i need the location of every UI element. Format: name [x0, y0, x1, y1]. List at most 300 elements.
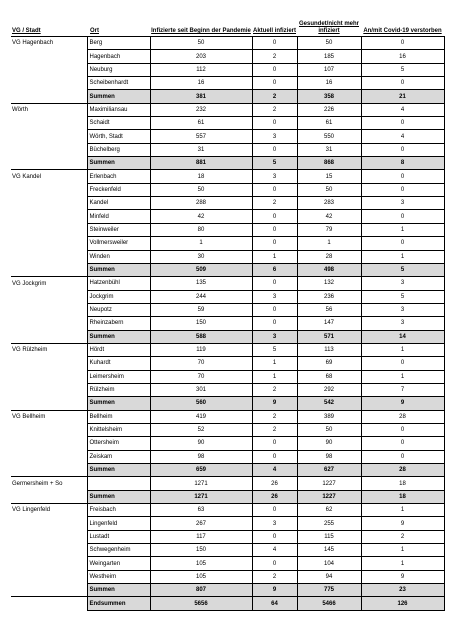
cell-verstorben: 3: [361, 317, 444, 330]
table-row: [11, 130, 444, 143]
table-row: [11, 170, 444, 183]
cell-ort: Berg: [87, 37, 150, 50]
cell-gesundet: 255: [297, 517, 361, 530]
cell-ort: Knittelsheim: [87, 423, 150, 436]
sum-aktuell: 26: [252, 490, 297, 503]
table-row: [11, 317, 444, 330]
sum-ort: Summen: [87, 157, 150, 170]
cell-infizierte: 557: [150, 130, 252, 143]
sum-gesundet: 1227: [297, 490, 361, 503]
sum-aktuell: 9: [252, 397, 297, 410]
sum-ort: Summen: [87, 490, 150, 503]
sum-infizierte: 588: [150, 330, 252, 343]
cell-gesundet: 50: [297, 423, 361, 436]
cell-gesundet: 145: [297, 544, 361, 557]
cell-ort: Kuhardt: [87, 357, 150, 370]
cell-infizierte: 30: [150, 250, 252, 263]
cell-aktuell: 0: [252, 117, 297, 130]
group-name: Wörth: [11, 103, 87, 116]
cell-gesundet: 31: [297, 143, 361, 156]
cell-aktuell: 0: [252, 277, 297, 290]
sum-aktuell: 6: [252, 263, 297, 276]
table-row: [11, 197, 444, 210]
cell-infizierte: 288: [150, 197, 252, 210]
sum-verstorben: 8: [361, 157, 444, 170]
cell-ort: Büchelberg: [87, 143, 150, 156]
sum-verstorben: 21: [361, 90, 444, 103]
cell-ort: Hördt: [87, 343, 150, 356]
sum-verstorben: 9: [361, 397, 444, 410]
sum-gesundet: 542: [297, 397, 361, 410]
group-name: VG Hagenbach: [11, 37, 87, 50]
summary-row: [11, 157, 444, 170]
cell-aktuell: 0: [252, 223, 297, 236]
sum-verstorben: 14: [361, 330, 444, 343]
group-spacer: [11, 423, 87, 436]
cell-aktuell: 0: [252, 143, 297, 156]
cell-infizierte: 42: [150, 210, 252, 223]
cell-ort: Rülzheim: [87, 383, 150, 396]
cell-aktuell: 0: [252, 317, 297, 330]
total-row: [11, 597, 444, 610]
cell-aktuell: 1: [252, 357, 297, 370]
cell-gesundet: 79: [297, 223, 361, 236]
cell-infizierte: 16: [150, 77, 252, 90]
table-row: [11, 103, 444, 116]
cell-verstorben: 1: [361, 343, 444, 356]
cell-infizierte: 112: [150, 63, 252, 76]
cell-infizierte: 52: [150, 423, 252, 436]
cell-ort: Neupotz: [87, 303, 150, 316]
group-spacer: [11, 210, 87, 223]
cell-gesundet: 68: [297, 370, 361, 383]
table-row: [11, 544, 444, 557]
group-spacer: [11, 450, 87, 463]
cell-infizierte: 203: [150, 50, 252, 63]
cell-gesundet: 94: [297, 570, 361, 583]
cell-infizierte: 90: [150, 437, 252, 450]
cell-verstorben: 7: [361, 383, 444, 396]
sum-ort: Summen: [87, 330, 150, 343]
cell-gesundet: 50: [297, 37, 361, 50]
table-row: [11, 410, 444, 423]
cell-verstorben: 0: [361, 77, 444, 90]
table-row: [11, 477, 444, 490]
cell-verstorben: 0: [361, 423, 444, 436]
group-spacer: [11, 303, 87, 316]
cell-aktuell: 0: [252, 63, 297, 76]
group-spacer: [11, 157, 87, 170]
group-name: VG Bellheim: [11, 410, 87, 423]
cell-infizierte: 119: [150, 343, 252, 356]
cell-ort: Steinweiler: [87, 223, 150, 236]
sum-infizierte: 381: [150, 90, 252, 103]
sum-ort: Summen: [87, 263, 150, 276]
group-spacer: [11, 223, 87, 236]
sum-aktuell: 4: [252, 464, 297, 477]
cell-aktuell: 2: [252, 423, 297, 436]
cell-aktuell: 2: [252, 570, 297, 583]
group-spacer: [11, 584, 87, 597]
group-name: VG Kandel: [11, 170, 87, 183]
cell-infizierte: 232: [150, 103, 252, 116]
sum-ort: Summen: [87, 90, 150, 103]
group-spacer: [11, 490, 87, 503]
group-spacer: [11, 130, 87, 143]
summary-row: [11, 263, 444, 276]
cell-ort: Wörth, Stadt: [87, 130, 150, 143]
group-spacer: [11, 397, 87, 410]
cell-ort: Scheibenhardt: [87, 77, 150, 90]
sum-gesundet: 498: [297, 263, 361, 276]
group-spacer: [11, 544, 87, 557]
cell-ort: Hagenbach: [87, 50, 150, 63]
cell-aktuell: 3: [252, 517, 297, 530]
group-spacer: [11, 383, 87, 396]
cell-aktuell: 5: [252, 343, 297, 356]
cell-verstorben: 18: [361, 477, 444, 490]
cell-ort: Schaidt: [87, 117, 150, 130]
cell-ort: Winden: [87, 250, 150, 263]
cell-aktuell: 3: [252, 170, 297, 183]
cell-ort: Leimersheim: [87, 370, 150, 383]
table-row: [11, 277, 444, 290]
cell-gesundet: 107: [297, 63, 361, 76]
group-spacer: [11, 77, 87, 90]
cell-infizierte: 98: [150, 450, 252, 463]
cell-infizierte: 150: [150, 544, 252, 557]
sum-aktuell: 5: [252, 157, 297, 170]
cell-infizierte: 1: [150, 237, 252, 250]
cell-ort: Maximiliansau: [87, 103, 150, 116]
summary-row: [11, 584, 444, 597]
sum-verstorben: 23: [361, 584, 444, 597]
cell-infizierte: 419: [150, 410, 252, 423]
cell-aktuell: 0: [252, 557, 297, 570]
group-spacer: [11, 183, 87, 196]
table-row: [11, 423, 444, 436]
group-spacer: [11, 263, 87, 276]
cell-ort: Schwegenheim: [87, 544, 150, 557]
group-spacer: [11, 50, 87, 63]
cell-gesundet: 56: [297, 303, 361, 316]
covid-table: [11, 13, 445, 611]
cell-ort: Freisbach: [87, 504, 150, 517]
group-spacer: [11, 370, 87, 383]
cell-ort: Kandel: [87, 197, 150, 210]
group-name: VG Lingenfeld: [11, 504, 87, 517]
summary-row: [11, 464, 444, 477]
cell-ort: Erlenbach: [87, 170, 150, 183]
cell-infizierte: 150: [150, 317, 252, 330]
group-spacer: [11, 143, 87, 156]
cell-aktuell: 0: [252, 237, 297, 250]
total-aktuell: 64: [252, 597, 297, 610]
cell-verstorben: 4: [361, 130, 444, 143]
cell-ort: Zeiskam: [87, 450, 150, 463]
total-verstorben: 126: [361, 597, 444, 610]
cell-verstorben: 28: [361, 410, 444, 423]
cell-aktuell: 0: [252, 303, 297, 316]
cell-aktuell: 0: [252, 530, 297, 543]
cell-infizierte: 50: [150, 37, 252, 50]
cell-gesundet: 28: [297, 250, 361, 263]
cell-aktuell: 0: [252, 37, 297, 50]
cell-infizierte: 135: [150, 277, 252, 290]
sum-gesundet: 358: [297, 90, 361, 103]
sum-infizierte: 509: [150, 263, 252, 276]
cell-infizierte: 70: [150, 370, 252, 383]
cell-aktuell: 3: [252, 130, 297, 143]
cell-gesundet: 104: [297, 557, 361, 570]
sum-verstorben: 5: [361, 263, 444, 276]
sum-infizierte: 807: [150, 584, 252, 597]
cell-verstorben: 1: [361, 504, 444, 517]
group-spacer: [11, 90, 87, 103]
table-row: [11, 357, 444, 370]
table-row: [11, 290, 444, 303]
header-ort: Ort: [87, 13, 150, 37]
cell-gesundet: 132: [297, 277, 361, 290]
cell-ort: Hatzenbühl: [87, 277, 150, 290]
summary-row: [11, 397, 444, 410]
table-row: [11, 223, 444, 236]
total-ort: Endsummen: [87, 597, 150, 610]
cell-gesundet: 98: [297, 450, 361, 463]
cell-verstorben: 0: [361, 170, 444, 183]
cell-infizierte: 1271: [150, 477, 252, 490]
covid-statistics-document: [11, 13, 444, 611]
cell-ort: Vollmersweiler: [87, 237, 150, 250]
cell-ort: Freckenfeld: [87, 183, 150, 196]
cell-verstorben: 0: [361, 37, 444, 50]
cell-ort: Rheinzabern: [87, 317, 150, 330]
sum-infizierte: 659: [150, 464, 252, 477]
group-spacer: [11, 197, 87, 210]
sum-infizierte: 881: [150, 157, 252, 170]
sum-ort: Summen: [87, 397, 150, 410]
cell-aktuell: 2: [252, 410, 297, 423]
cell-ort: Lustadt: [87, 530, 150, 543]
cell-ort: Westheim: [87, 570, 150, 583]
table-row: [11, 450, 444, 463]
cell-aktuell: 26: [252, 477, 297, 490]
sum-gesundet: 571: [297, 330, 361, 343]
cell-gesundet: 389: [297, 410, 361, 423]
cell-infizierte: 105: [150, 570, 252, 583]
cell-infizierte: 31: [150, 143, 252, 156]
cell-ort: Minfeld: [87, 210, 150, 223]
sum-aktuell: 2: [252, 90, 297, 103]
cell-infizierte: 117: [150, 530, 252, 543]
cell-gesundet: 550: [297, 130, 361, 143]
cell-verstorben: 5: [361, 290, 444, 303]
sum-aktuell: 9: [252, 584, 297, 597]
cell-aktuell: 0: [252, 183, 297, 196]
group-spacer: [11, 117, 87, 130]
cell-verstorben: 0: [361, 117, 444, 130]
cell-gesundet: 15: [297, 170, 361, 183]
group-spacer: [11, 237, 87, 250]
sum-aktuell: 3: [252, 330, 297, 343]
header-gesundet: Gesundet/nicht mehr infiziert: [297, 13, 361, 37]
group-spacer: [11, 330, 87, 343]
cell-verstorben: 0: [361, 357, 444, 370]
sum-verstorben: 18: [361, 490, 444, 503]
cell-verstorben: 0: [361, 210, 444, 223]
cell-verstorben: 0: [361, 143, 444, 156]
cell-aktuell: 0: [252, 210, 297, 223]
cell-gesundet: 115: [297, 530, 361, 543]
cell-gesundet: 90: [297, 437, 361, 450]
table-row: [11, 504, 444, 517]
cell-gesundet: 16: [297, 77, 361, 90]
group-spacer: [11, 357, 87, 370]
cell-gesundet: 1: [297, 237, 361, 250]
group-spacer: [11, 570, 87, 583]
cell-gesundet: 61: [297, 117, 361, 130]
cell-verstorben: 0: [361, 183, 444, 196]
sum-gesundet: 775: [297, 584, 361, 597]
cell-aktuell: 3: [252, 290, 297, 303]
table-row: [11, 343, 444, 356]
cell-verstorben: 0: [361, 437, 444, 450]
cell-ort: Neuburg: [87, 63, 150, 76]
table-row: [11, 250, 444, 263]
cell-verstorben: 9: [361, 517, 444, 530]
cell-ort: Lingenfeld: [87, 517, 150, 530]
cell-gesundet: 283: [297, 197, 361, 210]
group-spacer: [11, 250, 87, 263]
group-name: VG Jockgrim: [11, 277, 87, 290]
cell-verstorben: 1: [361, 250, 444, 263]
table-row: [11, 557, 444, 570]
cell-verstorben: 4: [361, 103, 444, 116]
cell-verstorben: 3: [361, 277, 444, 290]
cell-infizierte: 267: [150, 517, 252, 530]
cell-infizierte: 61: [150, 117, 252, 130]
cell-gesundet: 42: [297, 210, 361, 223]
total-infizierte: 5656: [150, 597, 252, 610]
cell-verstorben: 16: [361, 50, 444, 63]
table-row: [11, 570, 444, 583]
cell-aktuell: 2: [252, 50, 297, 63]
table-row: [11, 530, 444, 543]
group-spacer: [11, 290, 87, 303]
cell-ort: Jockgrim: [87, 290, 150, 303]
sum-infizierte: 560: [150, 397, 252, 410]
header-infizierte: Infizierte seit Beginn der Pandemie: [150, 13, 252, 37]
table-row: [11, 237, 444, 250]
group-spacer: [11, 530, 87, 543]
sum-gesundet: 627: [297, 464, 361, 477]
table-row: [11, 37, 444, 50]
sum-infizierte: 1271: [150, 490, 252, 503]
cell-ort: Weingarten: [87, 557, 150, 570]
cell-verstorben: 0: [361, 450, 444, 463]
cell-gesundet: 292: [297, 383, 361, 396]
table-row: [11, 183, 444, 196]
group-spacer: [11, 317, 87, 330]
cell-infizierte: 80: [150, 223, 252, 236]
table-row: [11, 117, 444, 130]
header-vg: VG / Stadt: [11, 13, 87, 37]
cell-verstorben: 0: [361, 237, 444, 250]
table-header: [11, 13, 444, 37]
cell-infizierte: 105: [150, 557, 252, 570]
cell-aktuell: 0: [252, 77, 297, 90]
cell-infizierte: 59: [150, 303, 252, 316]
cell-aktuell: 0: [252, 450, 297, 463]
table-row: [11, 77, 444, 90]
sum-verstorben: 28: [361, 464, 444, 477]
cell-verstorben: 1: [361, 557, 444, 570]
cell-verstorben: 3: [361, 303, 444, 316]
cell-ort: [87, 477, 150, 490]
cell-verstorben: 2: [361, 530, 444, 543]
cell-infizierte: 18: [150, 170, 252, 183]
cell-gesundet: 147: [297, 317, 361, 330]
table-row: [11, 210, 444, 223]
cell-aktuell: 2: [252, 103, 297, 116]
summary-row: [11, 490, 444, 503]
cell-gesundet: 50: [297, 183, 361, 196]
cell-verstorben: 1: [361, 544, 444, 557]
group-spacer: [11, 517, 87, 530]
cell-infizierte: 70: [150, 357, 252, 370]
group-spacer: [11, 63, 87, 76]
table-row: [11, 143, 444, 156]
group-name: Germersheim + So: [11, 477, 87, 490]
sum-ort: Summen: [87, 464, 150, 477]
table-row: [11, 437, 444, 450]
cell-verstorben: 9: [361, 570, 444, 583]
cell-aktuell: 1: [252, 250, 297, 263]
cell-infizierte: 244: [150, 290, 252, 303]
cell-gesundet: 113: [297, 343, 361, 356]
cell-gesundet: 185: [297, 50, 361, 63]
cell-infizierte: 50: [150, 183, 252, 196]
table-row: [11, 50, 444, 63]
cell-ort: Bellheim: [87, 410, 150, 423]
cell-aktuell: 2: [252, 197, 297, 210]
group-name: VG Rülzheim: [11, 343, 87, 356]
group-spacer: [11, 464, 87, 477]
cell-infizierte: 301: [150, 383, 252, 396]
header-aktuell: Aktuell infiziert: [252, 13, 297, 37]
cell-aktuell: 0: [252, 504, 297, 517]
cell-verstorben: 5: [361, 63, 444, 76]
table-row: [11, 303, 444, 316]
header-verstorben: An/mit Covid-19 verstorben: [361, 13, 444, 37]
sum-gesundet: 868: [297, 157, 361, 170]
cell-gesundet: 1227: [297, 477, 361, 490]
summary-row: [11, 90, 444, 103]
table-row: [11, 370, 444, 383]
table-row: [11, 517, 444, 530]
table-body: [11, 37, 444, 611]
cell-gesundet: 226: [297, 103, 361, 116]
group-spacer: [11, 437, 87, 450]
table-row: [11, 383, 444, 396]
cell-infizierte: 63: [150, 504, 252, 517]
cell-verstorben: 1: [361, 370, 444, 383]
cell-aktuell: 0: [252, 437, 297, 450]
cell-aktuell: 4: [252, 544, 297, 557]
cell-gesundet: 62: [297, 504, 361, 517]
sum-ort: Summen: [87, 584, 150, 597]
table-row: [11, 63, 444, 76]
